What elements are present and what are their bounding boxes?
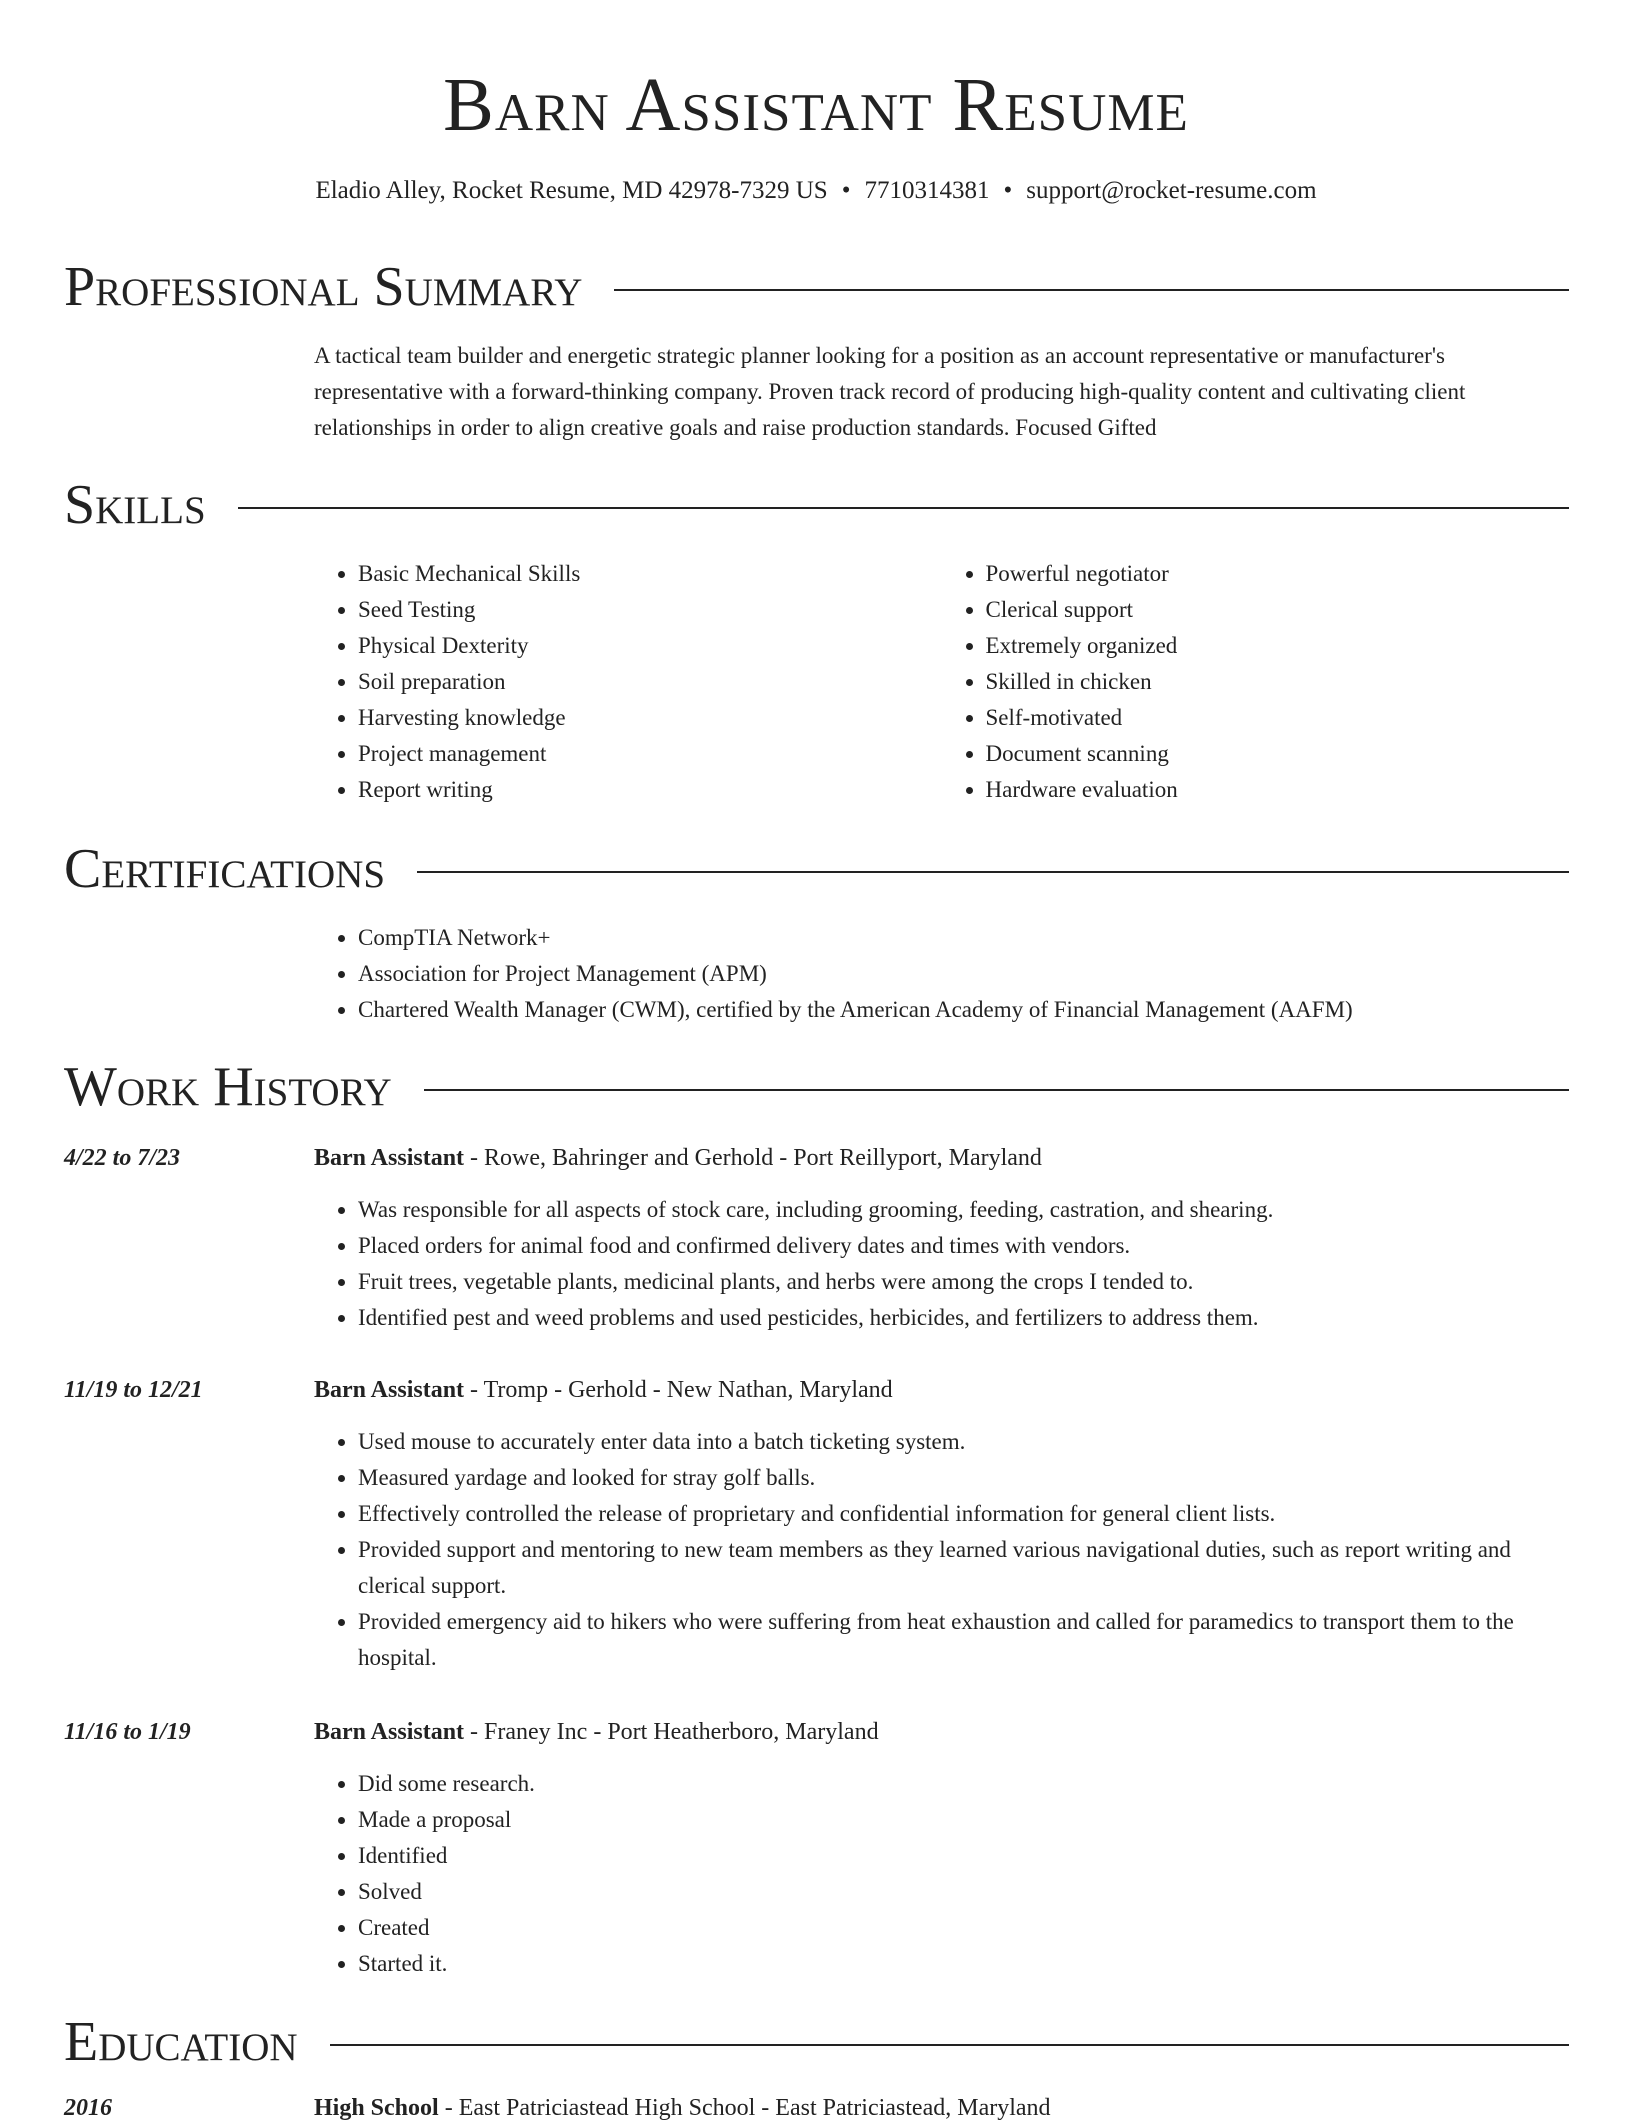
job-bullet: • Fruit trees, vegetable plants, medicinal plants, and herbs were among the crops I tended to. [358, 1264, 1569, 1300]
skills-list-left [314, 556, 942, 808]
job-header [314, 1714, 1569, 1750]
job-title: Barn Assistant [314, 1377, 465, 1403]
skills-columns [314, 556, 1569, 808]
job-bullet: • Used mouse to accurately enter data into a batch ticketing system. [358, 1424, 1569, 1460]
job-details: - Tromp - Gerhold - New Nathan, Maryland [464, 1377, 893, 1403]
education-heading: Education [64, 2011, 298, 2073]
job-header [314, 1140, 1569, 1176]
section-divider [330, 2044, 1569, 2046]
job-details: - Franey Inc - Port Heatherboro, Maryland [464, 1719, 879, 1745]
work-heading: Work History [64, 1056, 392, 1118]
job-dates: 11/19 to 12/21 [64, 1377, 203, 1403]
job-duties [314, 1192, 1569, 1336]
certification-item: • Chartered Wealth Manager (CWM), certified by the American Academy of Financial Management (AAFM) [358, 992, 1569, 1028]
summary-heading: Professional Summary [64, 256, 583, 318]
contact-separator: • [841, 177, 851, 204]
job-bullet: • Effectively controlled the release of proprietary and confidential information for general client lists. [358, 1496, 1569, 1532]
certification-item: • Association for Project Management (APM) [358, 956, 1569, 992]
job-bullet: • Provided emergency aid to hikers who were suffering from heat exhaustion and called for paramedics to transport them to the hospital. [358, 1604, 1569, 1676]
skills-heading: Skills [64, 474, 206, 536]
section-divider [417, 871, 1569, 873]
job-bullets [314, 1192, 1569, 1336]
certifications-heading: Certifications [64, 838, 386, 900]
job-bullet: • Did some research. [358, 1766, 1569, 1802]
job-duties [314, 1766, 1569, 1982]
job-details: - Rowe, Bahringer and Gerhold - Port Reillyport, Maryland [464, 1145, 1042, 1171]
job-title: Barn Assistant [314, 1145, 465, 1171]
job-bullet: • Identified [358, 1838, 1569, 1874]
job-dates: 4/22 to 7/23 [64, 1145, 181, 1171]
job-bullet: • Provided support and mentoring to new team members as they learned various navigational duties, such as report writing and clerical support. [358, 1532, 1569, 1604]
skill-item: • Project management [358, 736, 942, 772]
job-duties [314, 1424, 1569, 1676]
skill-item: • Basic Mechanical Skills [358, 556, 942, 592]
education-details: - East Patriciastead High School - East Patriciastead, Maryland [438, 2095, 1051, 2121]
education-section-header [64, 2007, 1569, 2077]
section-divider [238, 507, 1569, 509]
resume-title: Barn Assistant Resume [443, 63, 1189, 147]
skills-section-header [64, 470, 1569, 540]
skill-item: • Hardware evaluation [986, 772, 1570, 808]
certifications-section-header [64, 834, 1569, 904]
skill-item: • Harvesting knowledge [358, 700, 942, 736]
job-bullets [314, 1424, 1569, 1676]
certifications-list [314, 920, 1569, 1028]
skill-item: • Extremely organized [986, 628, 1570, 664]
skill-item: • Physical Dexterity [358, 628, 942, 664]
job-bullet: • Started it. [358, 1946, 1569, 1982]
certifications-block [314, 920, 1569, 1028]
contact-email: support@rocket-resume.com [1026, 177, 1317, 204]
job-bullet: • Created [358, 1910, 1569, 1946]
summary-text: A tactical team builder and energetic strategic planner looking for a position as an account representative or manufacturer's representative with a forward-thinking company. Proven track record of producing high-quality content and cultivating client relationships in order to align creative goals and raise production standards. Focused Gifted [314, 343, 1466, 440]
skill-item: • Report writing [358, 772, 942, 808]
section-divider [424, 1089, 1569, 1091]
skill-item: • Soil preparation [358, 664, 942, 700]
skill-item: • Powerful negotiator [986, 556, 1570, 592]
job-dates: 11/16 to 1/19 [64, 1719, 191, 1745]
skill-item: • Seed Testing [358, 592, 942, 628]
skills-list-right [942, 556, 1570, 808]
skill-item: • Skilled in chicken [986, 664, 1570, 700]
work-section-header [64, 1052, 1569, 1122]
education-dates: 2016 [64, 2095, 112, 2121]
contact-phone: 7710314381 [864, 177, 990, 204]
summary-section-header [64, 252, 1569, 322]
contact-address: Eladio Alley, Rocket Resume, MD 42978-7329 US [315, 177, 828, 204]
job-bullet: • Was responsible for all aspects of stock care, including grooming, feeding, castration, and shearing. [358, 1192, 1569, 1228]
education-header [314, 2090, 1569, 2126]
contact-line [0, 174, 1632, 208]
job-header [314, 1372, 1569, 1408]
contact-separator: • [1003, 177, 1013, 204]
section-divider [614, 289, 1569, 291]
job-bullets [314, 1766, 1569, 1982]
summary-block [314, 338, 1569, 446]
job-bullet: • Solved [358, 1874, 1569, 1910]
education-degree: High School [314, 2095, 439, 2121]
certification-item: • CompTIA Network+ [358, 920, 1569, 956]
job-bullet: • Made a proposal [358, 1802, 1569, 1838]
job-bullet: • Measured yardage and looked for stray golf balls. [358, 1460, 1569, 1496]
skill-item: • Clerical support [986, 592, 1570, 628]
job-bullet: • Placed orders for animal food and confirmed delivery dates and times with vendors. [358, 1228, 1569, 1264]
skill-item: • Document scanning [986, 736, 1570, 772]
job-title: Barn Assistant [314, 1719, 465, 1745]
job-bullet: • Identified pest and weed problems and used pesticides, herbicides, and fertilizers to address them. [358, 1300, 1569, 1336]
skill-item: • Self-motivated [986, 700, 1570, 736]
